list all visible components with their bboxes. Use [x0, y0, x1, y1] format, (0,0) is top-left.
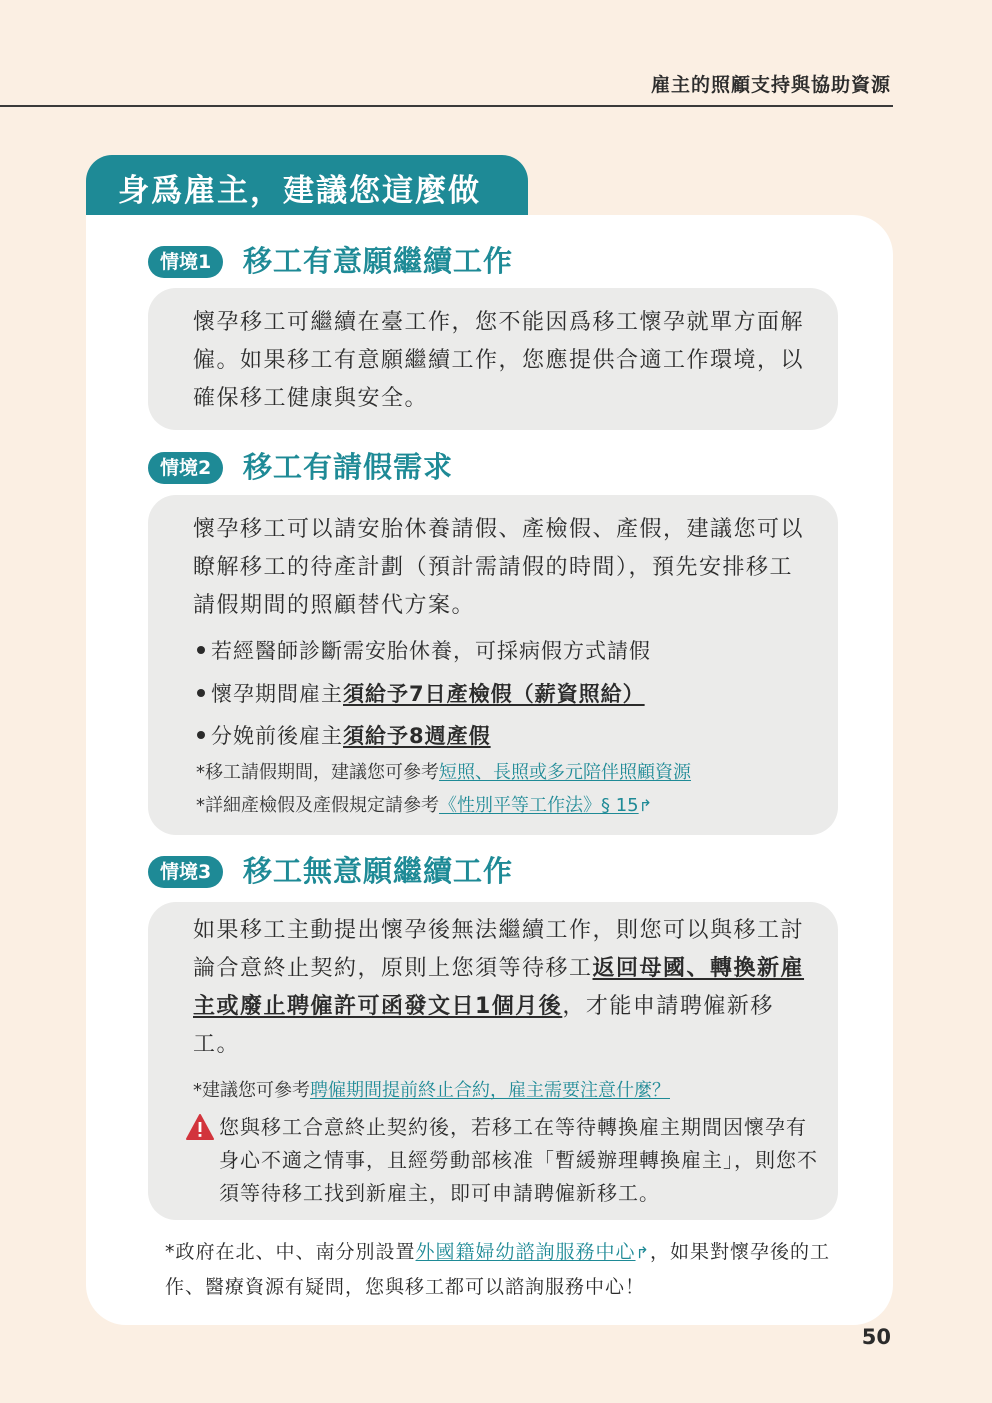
bullet-emphasis: 須給予7日產檢假（薪資照給） — [343, 682, 645, 706]
scenario-3-box — [148, 902, 838, 1220]
warning-icon — [186, 1114, 214, 1140]
scenario-2-title: 移工有請假需求 — [243, 450, 454, 484]
scenario-3-text-suffix: ，才能申請聘僱新移工。 — [193, 994, 774, 1057]
footnote-suffix: ，如果對懷孕後的工作、醫療資源有疑問，您與移工都可以諮詢服務中心！ — [165, 1241, 830, 1298]
bullet-item — [193, 720, 491, 750]
bullet-text: 若經醫師診斷需安胎休養，可採病假方式請假 — [211, 639, 651, 663]
bullet-dot — [197, 731, 205, 739]
bullet-prefix: 懷孕期間雇主 — [211, 682, 343, 706]
scenario-3-title: 移工無意願繼續工作 — [243, 854, 514, 888]
note-prefix: *建議您可參考 — [193, 1080, 310, 1101]
warning-text: 您與移工合意終止契約後，若移工在等待轉換雇主期間因懷孕有身心不適之情事，且經勞動部核准「暫緩辦理轉換雇主」，則您不須等待移工找到新雇主，即可申請聘僱新移工。 — [219, 1115, 818, 1205]
scenario-2-badge: 情境2 — [148, 452, 223, 484]
footnote — [165, 1235, 855, 1304]
consultation-center-link[interactable]: 外國籍婦幼諮詢服務中心 — [415, 1241, 636, 1263]
note-prefix: *詳細產檢假及產假規定請參考 — [196, 795, 439, 816]
care-resources-link[interactable]: 短照、長照或多元陪伴照顧資源 — [439, 762, 691, 783]
bullet-item — [193, 635, 651, 665]
bullet-prefix: 分娩前後雇主 — [211, 724, 343, 748]
note-prefix: *移工請假期間，建議您可參考 — [196, 762, 439, 783]
page-number: 50 — [861, 1325, 891, 1349]
note-line — [196, 758, 691, 784]
scenario-3-text — [193, 912, 813, 1064]
scenario-2-text: 懷孕移工可以請安胎休養請假、產檢假、產假，建議您可以瞭解移工的待產計劃（預計需請假的時間），預先安排移工請假期間的照顧替代方案。 — [193, 517, 805, 618]
running-header: 雇主的照顧支持與協助資源 — [650, 74, 891, 96]
scenario-2-box — [148, 495, 838, 835]
page-title-tab — [86, 155, 528, 217]
bullet-dot — [197, 689, 205, 697]
scenario-1-badge: 情境1 — [148, 246, 223, 278]
bullet-dot — [197, 646, 205, 654]
header-divider — [0, 105, 893, 107]
note-line — [193, 1076, 670, 1102]
footnote-prefix: *政府在北、中、南分別設置 — [165, 1241, 416, 1263]
scenario-1-box — [148, 288, 838, 430]
scenario-1-title: 移工有意願繼續工作 — [243, 244, 514, 278]
external-link-icon[interactable]: ↱ — [635, 1243, 650, 1262]
bullet-emphasis: 須給予8週產假 — [343, 724, 491, 748]
page-title: 身爲雇主，建議您這麼做 — [118, 173, 481, 209]
scenario-1-text: 懷孕移工可繼續在臺工作，您不能因爲移工懷孕就單方面解僱。如果移工有意願繼續工作，您應提供合適工作環境，以確保移工健康與安全。 — [193, 310, 805, 411]
external-link-icon[interactable]: ↱ — [638, 796, 653, 815]
scenario-3-text-prefix: 如果移工主動提出懷孕後無法繼續工作，則您可以與移工討論合意終止契約，原則上您須等待移工 — [193, 918, 805, 981]
gender-equality-act-link[interactable]: 《性別平等工作法》§ 15 — [439, 795, 639, 816]
scenario-3-text-emphasis: 返回母國、轉換新雇主或廢止聘僱許可函發文日1個月後 — [193, 956, 805, 1019]
scenario-3-badge: 情境3 — [148, 856, 223, 888]
note-line — [196, 791, 652, 817]
early-termination-link[interactable]: 聘僱期間提前終止合約，雇主需要注意什麼？ — [310, 1080, 670, 1101]
bullet-item — [193, 678, 645, 708]
